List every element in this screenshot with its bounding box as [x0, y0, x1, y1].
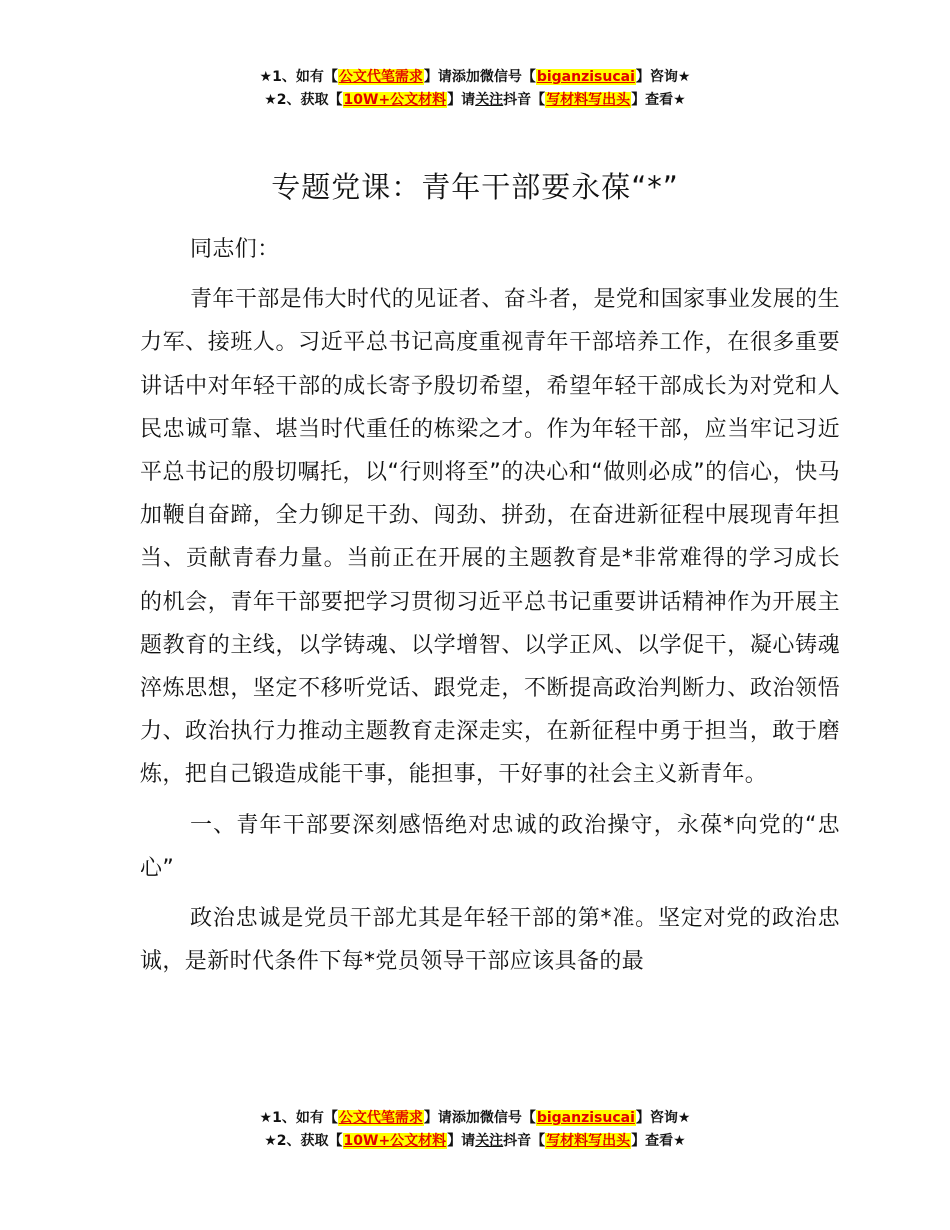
highlight-wechat-id: biganzisucai — [536, 1110, 635, 1126]
banner-text: 】咨询★ — [635, 1110, 691, 1126]
paragraph: 政治忠诚是党员干部尤其是年轻干部的第*准。坚定对党的政治忠诚，是新时代条件下每*党员领导干部应该具备的最 — [140, 906, 840, 975]
underlined-follow: 关注 — [475, 92, 504, 108]
banner-text: ★2、获取【 — [264, 92, 343, 108]
banner-text: 】查看★ — [631, 92, 686, 108]
greeting: 同志们： — [190, 237, 280, 262]
banner-text: ★1、如有【 — [259, 1110, 338, 1126]
highlight-service: 公文代笔需求 — [338, 1110, 423, 1126]
highlight-douyin-account: 写材料写出头 — [546, 92, 631, 108]
banner-text: 】咨询★ — [635, 69, 691, 85]
header-banner — [0, 66, 950, 112]
footer-banner — [0, 1107, 950, 1153]
banner-text: 】请添加微信号【 — [423, 1110, 536, 1126]
highlight-wechat-id: biganzisucai — [536, 69, 635, 85]
highlight-douyin-account: 写材料写出头 — [546, 1133, 631, 1149]
highlight-materials: 10W+公文材料 — [343, 1133, 447, 1149]
banner-text: ★2、获取【 — [264, 1133, 343, 1149]
banner-line-1 — [0, 1107, 950, 1130]
underlined-follow: 关注 — [475, 1133, 504, 1149]
banner-text: 】请 — [447, 92, 476, 108]
banner-text: 抖音【 — [503, 92, 546, 108]
banner-text: ★1、如有【 — [259, 69, 338, 85]
banner-text: 】请 — [447, 1133, 476, 1149]
document-title: 专题党课：青年干部要永葆“*” — [271, 170, 679, 204]
section-heading: 一、青年干部要深刻感悟绝对忠诚的政治操守，永葆*向党的“忠心” — [140, 812, 840, 881]
banner-line-2 — [0, 1130, 950, 1153]
highlight-materials: 10W+公文材料 — [343, 92, 447, 108]
document-body — [140, 228, 840, 983]
banner-text: 】请添加微信号【 — [423, 69, 536, 85]
highlight-service: 公文代笔需求 — [338, 69, 423, 85]
paragraph: 青年干部是伟大时代的见证者、奋斗者，是党和国家事业发展的生力军、接班人。习近平总书记高度重视青年干部培养工作，在很多重要讲话中对年轻干部的成长寄予殷切希望，希望年轻干部成长为对党和人民忠诚可靠、堪当时代重任的栋梁之才。作为年轻干部，应当牢记习近平总书记的殷切嘱托，以“行则将至”的决心和“做则必成”的信心，快马加鞭自奋蹄，全力铆足干劲、闯劲、拼劲，在奋进新征程中展现青年担当、贡献青春力量。当前正在开展的主题教育是*非常难得的学习成长的机会，青年干部要把学习贯彻习近平总书记重要讲话精神作为开展主题教育的主线，以学铸魂、以学增智、以学正风、以学促干，凝心铸魂淬炼思想，坚定不移听党话、跟党走，不断提高政治判断力、政治领悟力、政治执行力推动主题教育走深走实，在新征程中勇于担当，敢于磨炼，把自己锻造成能干事，能担事，干好事的社会主义新青年。 — [140, 287, 840, 788]
banner-text: 抖音【 — [503, 1133, 546, 1149]
banner-line-2 — [0, 89, 950, 112]
banner-line-1 — [0, 66, 950, 89]
banner-text: 】查看★ — [631, 1133, 686, 1149]
